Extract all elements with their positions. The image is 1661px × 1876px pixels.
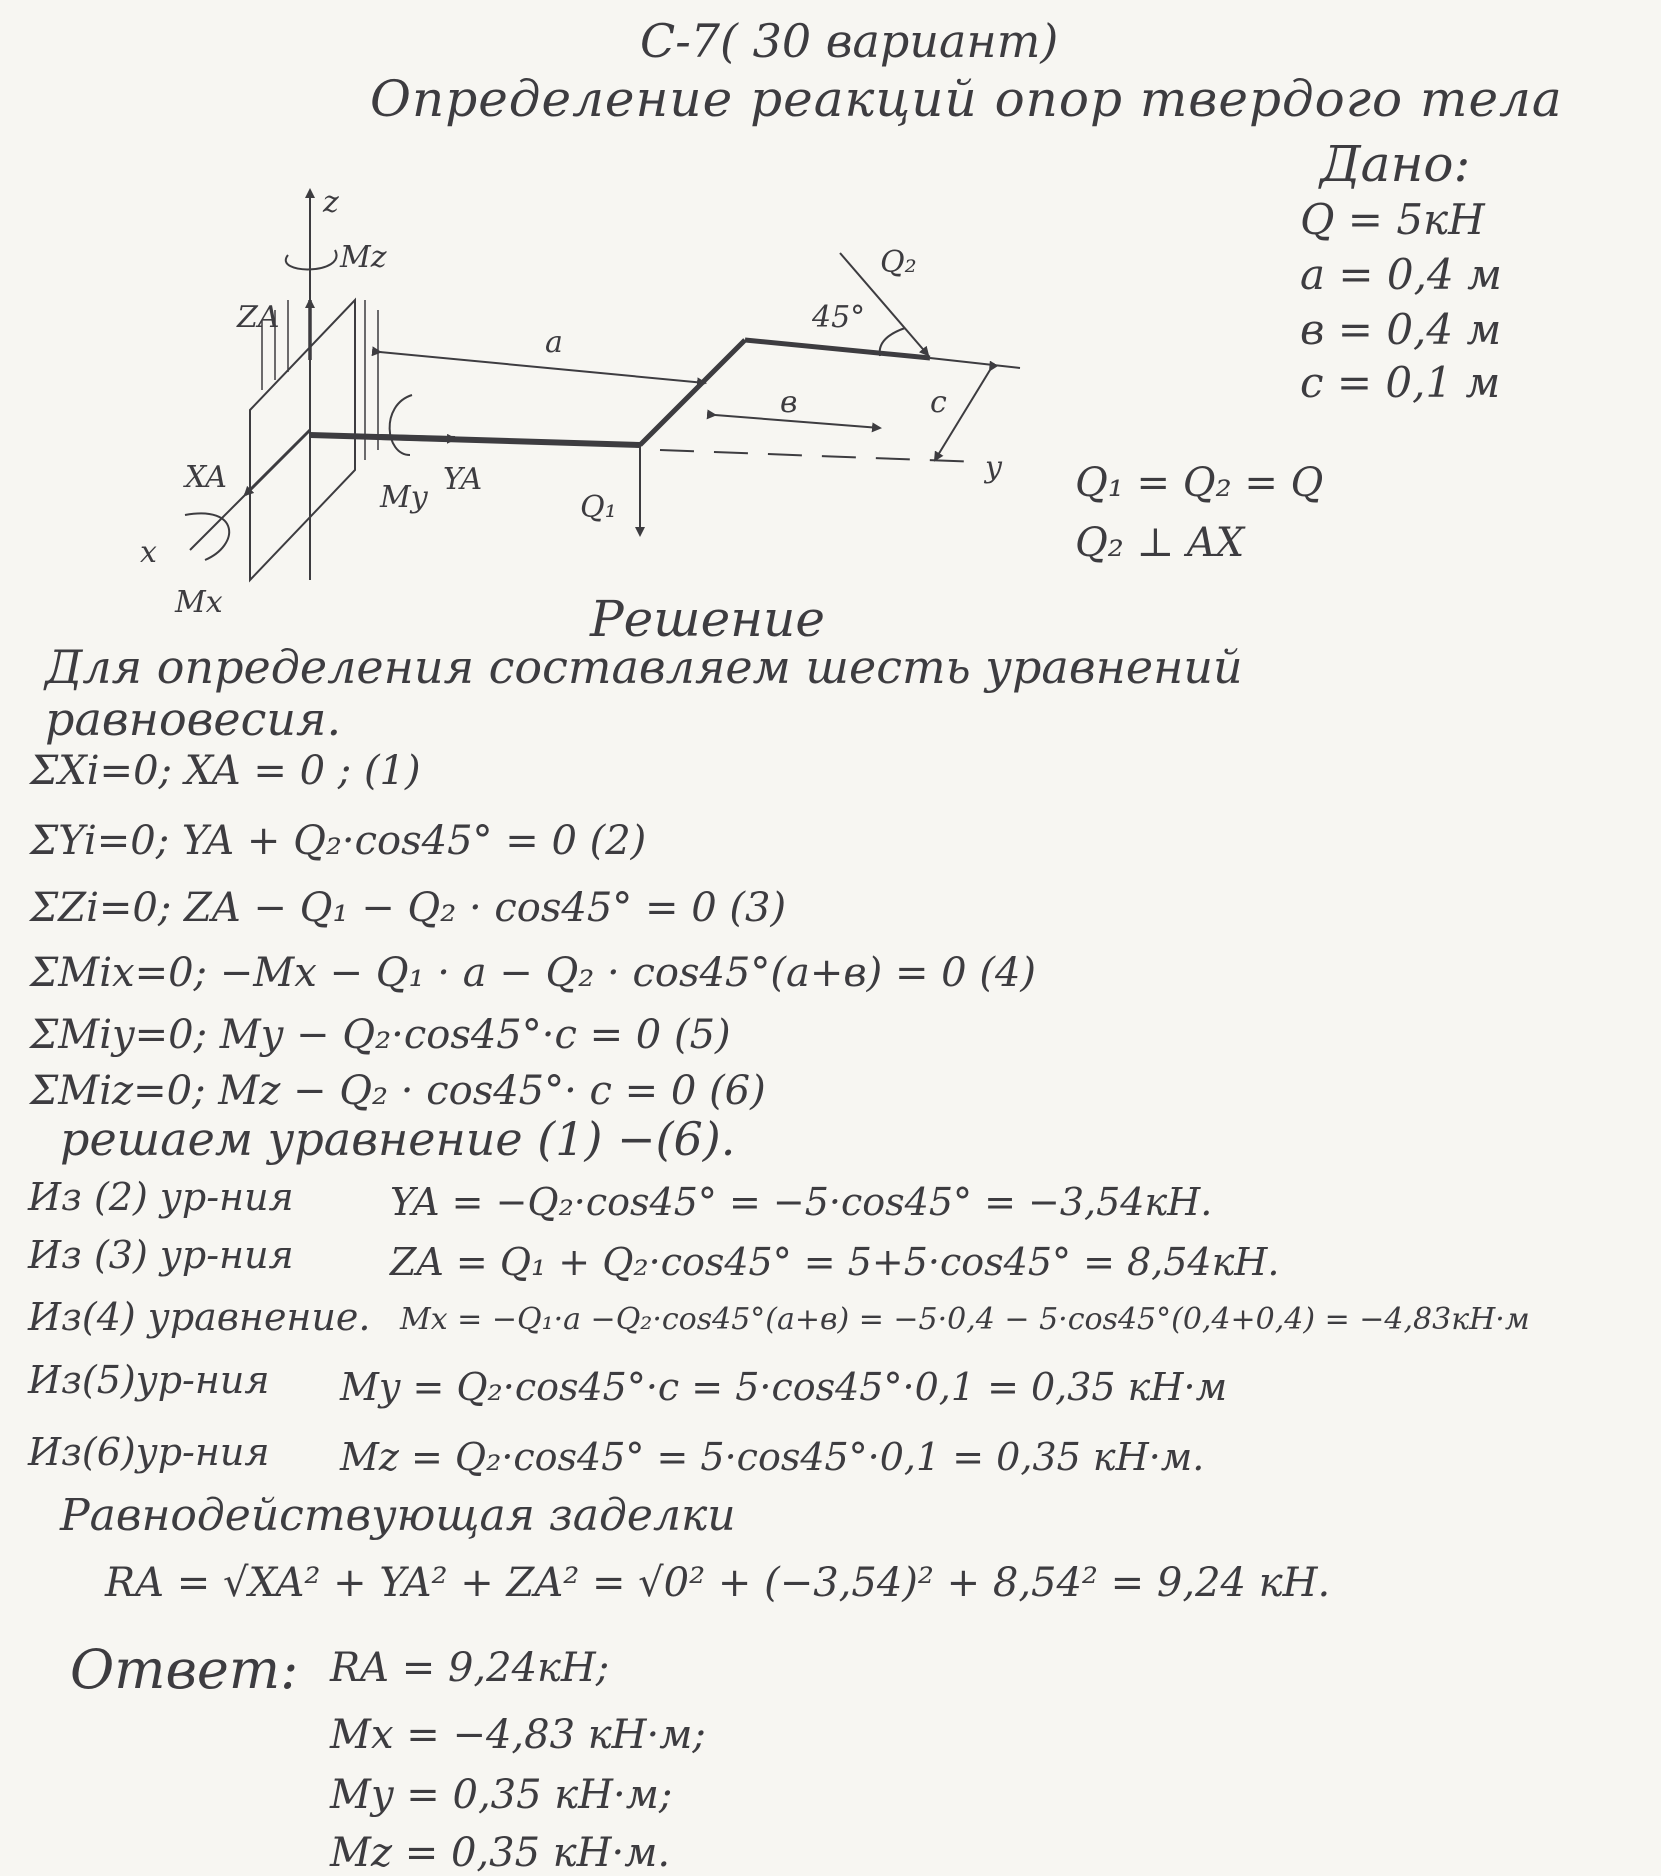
intro-line: равновесия. bbox=[45, 692, 342, 746]
result-label: Из (3) ур-ния bbox=[28, 1233, 294, 1277]
given-line: в = 0,4 м bbox=[1300, 305, 1502, 354]
wall-plate bbox=[250, 300, 355, 580]
dimension-a-label: a bbox=[545, 325, 563, 360]
task-number: С-7( 30 вариант) bbox=[640, 14, 1059, 68]
answer-my: My = 0,35 кН·м; bbox=[330, 1772, 673, 1818]
ya-label: YA bbox=[443, 462, 483, 497]
equation-6: ΣMiz=0; Mz − Q₂ · cos45°· c = 0 (6) bbox=[30, 1068, 766, 1114]
mx-moment-arc bbox=[185, 513, 229, 560]
extension-line bbox=[930, 358, 1020, 368]
xa-arrow bbox=[245, 430, 310, 495]
x-axis-label: x bbox=[140, 535, 157, 570]
condition-line: Q₁ = Q₂ = Q bbox=[1075, 460, 1324, 506]
dimension-b-label: в bbox=[780, 385, 798, 420]
y-axis-label: y bbox=[985, 450, 1002, 485]
mz-label: Mz bbox=[340, 240, 387, 275]
angle-label: 45° bbox=[812, 300, 866, 335]
dimension-b bbox=[715, 415, 880, 428]
result-label: Из(5)ур-ния bbox=[28, 1358, 270, 1402]
y-axis-dashed bbox=[660, 450, 980, 462]
equation-4: ΣMix=0; −Mx − Q₁ · a − Q₂ · cos45°(a+в) = 0 (4) bbox=[30, 950, 1036, 996]
given-line: a = 0,4 м bbox=[1300, 250, 1502, 299]
solve-line: решаем уравнение (1) −(6). bbox=[60, 1112, 736, 1166]
answer-heading: Ответ: bbox=[70, 1638, 299, 1701]
given-line: Q = 5кН bbox=[1300, 195, 1485, 244]
my-label: My bbox=[380, 480, 428, 515]
result-ya: YA = −Q₂·cos45° = −5·cos45° = −3,54кН. bbox=[390, 1180, 1213, 1224]
equation-2: ΣYi=0; YA + Q₂·cos45° = 0 (2) bbox=[30, 818, 647, 864]
equation-3: ΣZi=0; ZA − Q₁ − Q₂ · cos45° = 0 (3) bbox=[30, 885, 787, 931]
given-heading: Дано: bbox=[1320, 135, 1471, 193]
intro-line: Для определения составляем шесть уравнений bbox=[45, 640, 1243, 694]
beam-b bbox=[745, 340, 930, 358]
q1-label: Q₁ bbox=[580, 490, 617, 525]
x-axis bbox=[190, 495, 245, 550]
dimension-c-label: c bbox=[930, 385, 947, 420]
equation-5: ΣMiy=0; My − Q₂·cos45°·c = 0 (5) bbox=[30, 1012, 731, 1058]
solution-heading: Решение bbox=[590, 590, 825, 648]
za-label: ZA bbox=[237, 300, 280, 335]
result-mz: Mz = Q₂·cos45° = 5·cos45°·0,1 = 0,35 кН·м. bbox=[340, 1435, 1205, 1479]
beam-corner bbox=[640, 340, 745, 445]
result-label: Из(4) уравнение. bbox=[28, 1295, 371, 1339]
result-mx: Mx = −Q₁·a −Q₂·cos45°(a+в) = −5·0,4 − 5·cos45°(0,4+0,4) = −4,83кН·м bbox=[400, 1302, 1530, 1337]
answer-ra: RA = 9,24кН; bbox=[330, 1645, 610, 1691]
page-title: Определение реакций опор твердого тела bbox=[370, 70, 1563, 128]
z-axis-label: z bbox=[323, 185, 339, 220]
resultant-label: Равнодействующая заделки bbox=[60, 1490, 736, 1541]
equation-1: ΣXi=0; XA = 0 ; (1) bbox=[30, 748, 421, 794]
beam-a bbox=[310, 435, 640, 445]
mx-label: Mx bbox=[175, 585, 223, 620]
condition-line: Q₂ ⊥ AX bbox=[1075, 520, 1245, 566]
result-label: Из(6)ур-ния bbox=[28, 1430, 270, 1474]
given-line: c = 0,1 м bbox=[1300, 358, 1501, 407]
dimension-a bbox=[380, 352, 705, 383]
result-za: ZA = Q₁ + Q₂·cos45° = 5+5·cos45° = 8,54кН. bbox=[390, 1240, 1280, 1284]
resultant-formula: RA = √XA² + YA² + ZA² = √0² + (−3,54)² + 8,54² = 9,24 кН. bbox=[105, 1560, 1331, 1606]
q2-label: Q₂ bbox=[880, 245, 917, 280]
my-moment-arc bbox=[390, 395, 412, 455]
answer-mx: Mx = −4,83 кН·м; bbox=[330, 1712, 706, 1758]
answer-mz: Mz = 0,35 кН·м. bbox=[330, 1830, 671, 1876]
xa-label: XA bbox=[185, 460, 227, 495]
result-label: Из (2) ур-ния bbox=[28, 1175, 294, 1219]
result-my: My = Q₂·cos45°·c = 5·cos45°·0,1 = 0,35 кН·м bbox=[340, 1365, 1228, 1409]
mz-moment-arc bbox=[286, 250, 337, 269]
